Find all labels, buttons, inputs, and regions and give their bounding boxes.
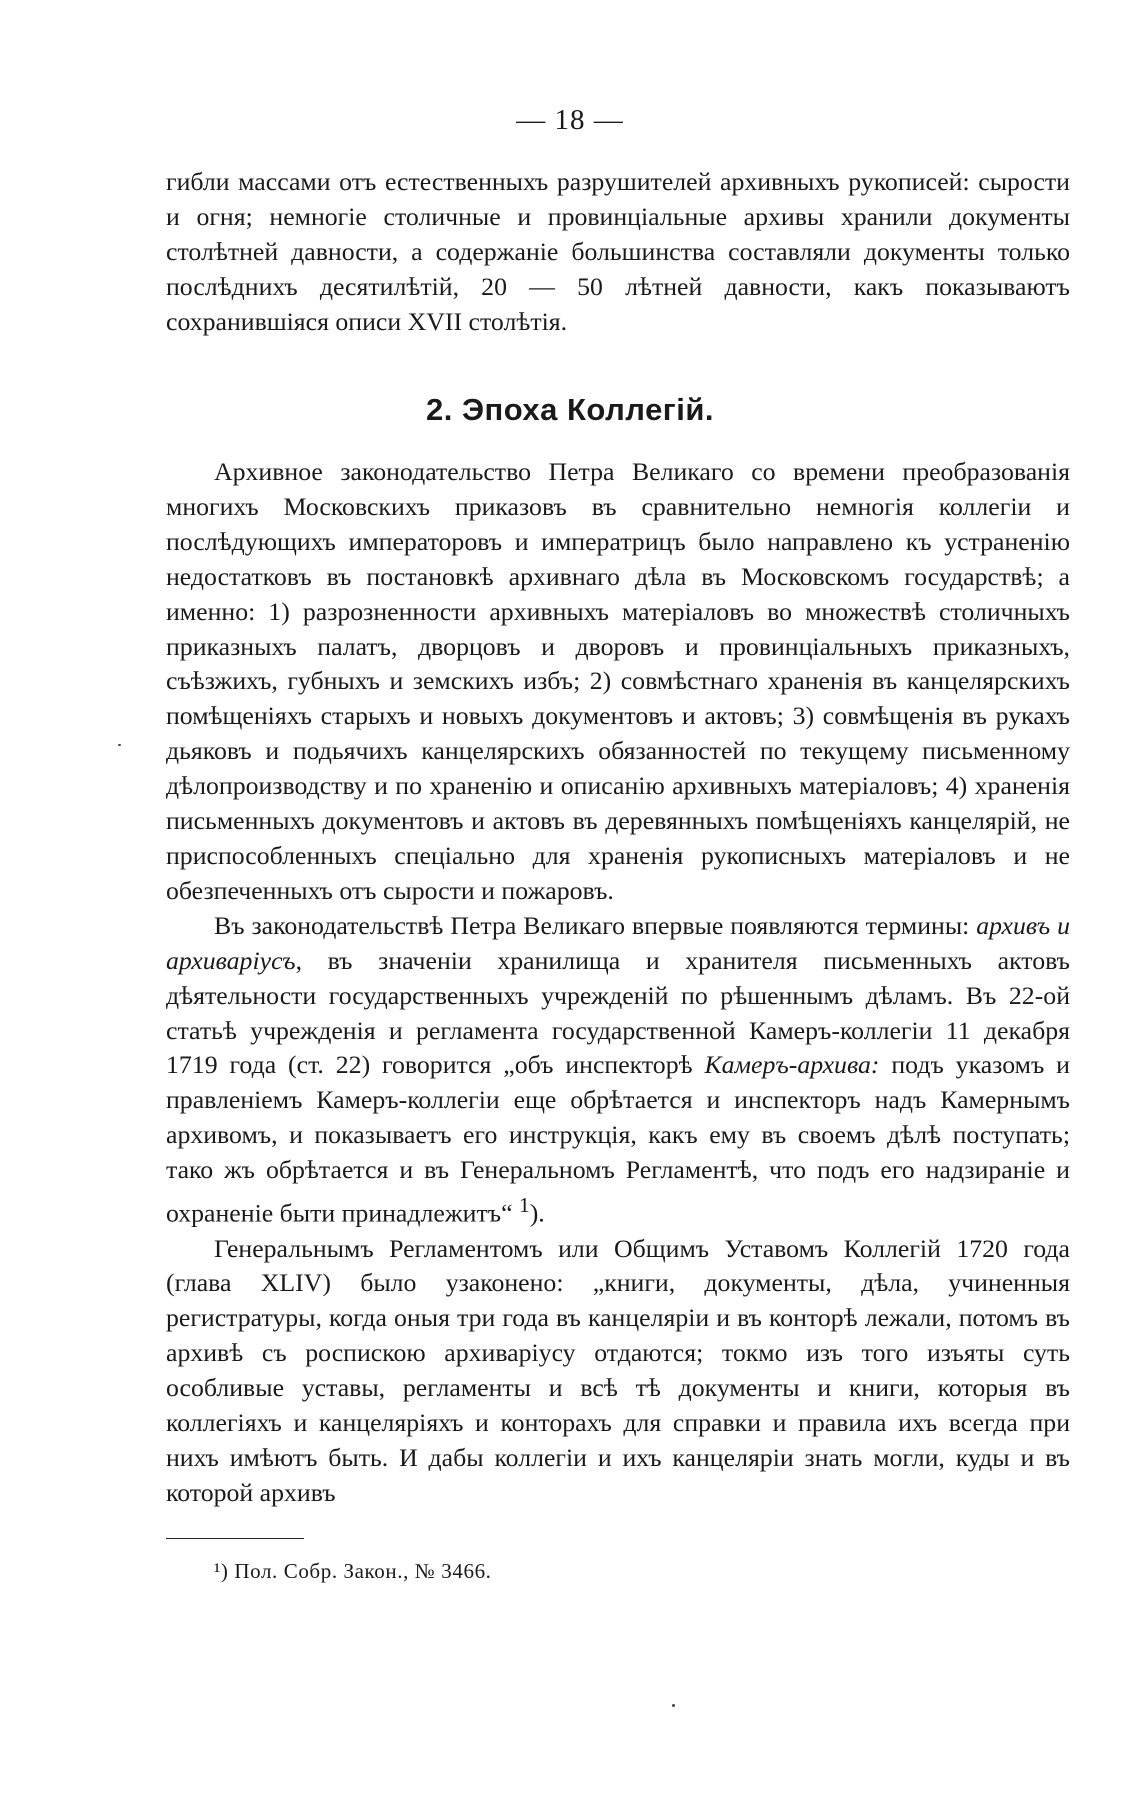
footnote [214, 1557, 492, 1585]
footnote-reference: 1 [518, 1193, 530, 1218]
opening-paragraph: гибли массами отъ естественныхъ разрушителей архивныхъ рукописей: сырости и огня; немногіе столичные и провинціальные архивы хранили документы столѣтней давности, а содержаніе большинства составляли документы только послѣднихъ десятилѣтій, 20 — 50 лѣтней давности, какъ показываютъ сохранившіяся описи XVII столѣтія. [166, 167, 1070, 336]
scan-speck [118, 744, 121, 746]
paragraph-terms-lead: Въ законодательствѣ Петра Великаго впервые появляются термины: [214, 910, 977, 940]
paragraph-terms-quote: подъ указомъ и правленіемъ Камеръ-коллегіи еще обрѣтается и инспекторъ надъ Камернымъ архивомъ, и показываетъ его инструкція, какъ ему въ своемъ дѣлѣ поступать; тако жъ обрѣтается и въ Генеральномъ Регламентѣ, что подъ его надзираніе и охраненіе быти принадлежитъ“ [166, 1050, 1070, 1228]
opening-paragraph-block [166, 165, 1070, 340]
paragraph-terms-middle: , въ значеніи хранилища и хранителя письменныхъ актовъ дѣятельности государственныхъ учрежденій по рѣшеннымъ дѣламъ. Въ 22-ой статьѣ учрежденія и регламента государственной Камеръ-коллегіи 11 декабря 1719 года (ст. 22) говорится „объ инспекторѣ [166, 945, 1070, 1080]
italic-archive-term: Камеръ-архива: [704, 1050, 880, 1080]
paragraph-terms-end: ). [529, 1198, 545, 1228]
footnote-marker: ¹) [214, 1559, 229, 1583]
paragraph-general-regulation: Генеральнымъ Регламентомъ или Общимъ Уставомъ Коллегій 1720 года (глава XLIV) было узаконено: „книги, документы, дѣла, учиненныя регистратуры, когда оныя три года въ канцеляріи и въ конторѣ лежали, потомъ въ архивѣ съ роспискою архиваріусу отдаются; токмо изъ того изъяты суть особливые уставы, регламенты и всѣ тѣ документы и книги, которыя въ коллегіяхъ и канцеляріяхъ и конторахъ для справки и правила ихъ всегда при нихъ имѣютъ быть. И дабы коллегіи и ихъ канцеляріи знать могли, куды и въ которой архивъ [166, 1233, 1070, 1507]
page-number: — 18 — [516, 104, 624, 136]
scan-speck [672, 1704, 675, 1707]
footnote-divider [166, 1538, 304, 1539]
italic-terms: архивъ и архиваріусъ [166, 910, 1070, 975]
paragraph-terms [166, 909, 1070, 1232]
footnote-text: Пол. Собр. Закон., № 3466. [234, 1559, 492, 1583]
section-heading: 2. Эпоха Коллегій. [426, 392, 714, 427]
paragraph-legislation: Архивное законодательство Петра Великаго со времени преобразованія многихъ Московскихъ приказовъ въ сравнительно немногія коллегіи и послѣдующихъ императоровъ и императрицъ было направлено къ устраненію недостатковъ въ постановкѣ архивнаго дѣла въ Московскомъ государствѣ; а именно: 1) разрозненности архивныхъ матеріаловъ во множествѣ столичныхъ приказныхъ палатъ, дворцовъ и дворовъ и провинціальныхъ приказныхъ, съѣзжихъ, губныхъ и земскихъ избъ; 2) совмѣстнаго храненія въ канцелярскихъ помѣщеніяхъ старыхъ и новыхъ документовъ и актовъ; 3) совмѣщенія въ рукахъ дьяковъ и подьячихъ канцелярскихъ обязанностей по текущему письменному дѣлопроизводству и по храненію и описанію архивныхъ матеріаловъ; 4) храненія письменныхъ документовъ и актовъ въ деревянныхъ помѣщеніяхъ канцелярій, не приспособленныхъ спеціально для храненія рукописныхъ матеріаловъ и не обезпеченныхъ отъ сырости и пожаровъ. [166, 457, 1070, 905]
section-body [166, 455, 1070, 1511]
